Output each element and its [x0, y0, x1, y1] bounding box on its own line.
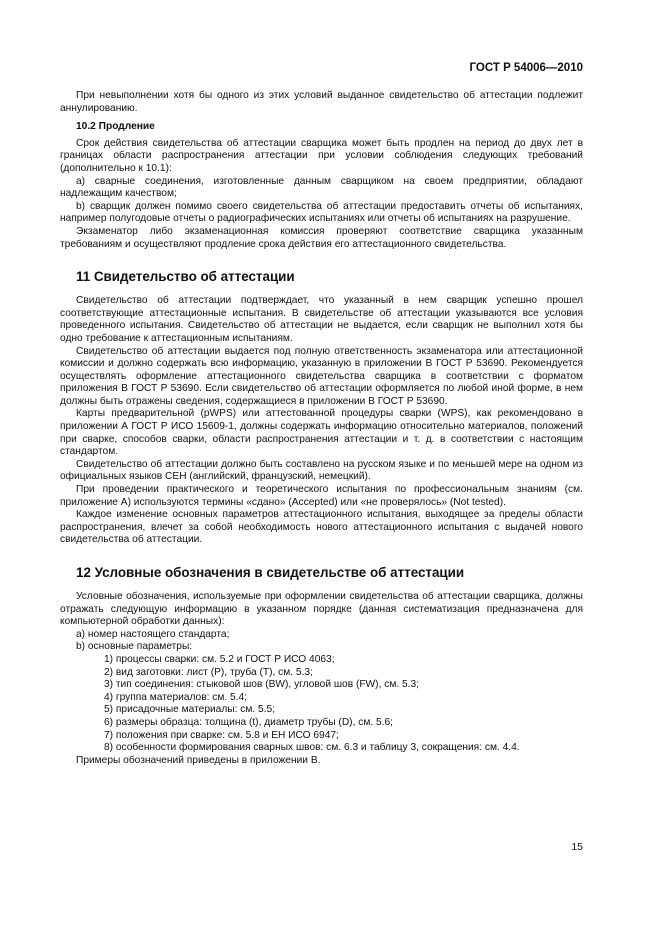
- paragraph: Срок действия свидетельства об аттестации сварщика может быть продлен на период до двух лет в границах области распространения аттестации при условии соблюдения следующих требований (дополнительно к 10.1):: [60, 137, 583, 174]
- list-item: 2) вид заготовки: лист (P), труба (T), см. 5.3;: [104, 666, 313, 678]
- subsection-10-2-title: 10.2 Продление: [76, 121, 155, 133]
- paragraph: При проведении практического и теоретического испытания по профессиональным знаниям (см. приложение А) используются термины «сдано» (Accepted) или «не проверялось» (Not tested).: [60, 484, 583, 508]
- list-item: 7) положения при сварке: см. 5.8 и ЕН ИСО 6947;: [104, 729, 339, 741]
- list-item: 8) особенности формирования сварных швов: см. 6.3 и таблицу 3, сокращения: см. 4.4.: [104, 742, 520, 754]
- list-item: a) номер настоящего стандарта;: [76, 628, 230, 640]
- list-item: a) сварные соединения, изготовленные данным сварщиком на своем предприятии, обладают надлежащим качеством;: [60, 175, 583, 200]
- page-content: [60, 90, 583, 767]
- list-item: 6) размеры образца: толщина (t), диаметр трубы (D), см. 5.6;: [104, 716, 393, 728]
- paragraph: Каждое изменение основных параметров аттестационного испытания, выходящее за пределы области распространения, влечет за собой необходимость нового аттестационного испытания с выдачей нового свидетельства об аттестации.: [60, 509, 583, 546]
- paragraph: Примеры обозначений приведены в приложении В.: [76, 754, 321, 766]
- list-item: b) сварщик должен помимо своего свидетельства об аттестации предоставить отчеты об испытаниях, например полугодовые отчеты о радиографических испытаниях или отчеты об испытаниях на разрушение.: [60, 200, 583, 225]
- list-item: 1) процессы сварки: см. 5.2 и ГОСТ Р ИСО 4063;: [104, 653, 335, 665]
- list-item: b) основные параметры:: [76, 641, 193, 653]
- list-item: 4) группа материалов: см. 5.4;: [104, 691, 248, 703]
- page-number: 15: [571, 841, 583, 853]
- paragraph: Свидетельство об аттестации должно быть составлено на русском языке и по меньшей мере на одном из официальных языков СЕН (английский, французский, немецкий).: [60, 458, 583, 483]
- section-12-title: 12 Условные обозначения в свидетельстве об аттестации: [76, 565, 465, 580]
- paragraph: Свидетельство об аттестации выдается под полную ответственность экзаменатора или аттестационной комиссии и должно содержать всю информацию, указанную в приложении В ГОСТ Р 53690. Рекомендуется осуществлять оформление аттестационного свидетельства сварщика в соответствии с форматом приложения В ГОСТ Р 53690. Если свидетельство об аттестации оформляется по любой иной форме, в нем должны быть отражены сведения, содержащиеся в приложении В ГОСТ Р 53690.: [60, 345, 583, 407]
- list-item: 3) тип соединения: стыковой шов (BW), угловой шов (FW), см. 5.3;: [104, 679, 419, 691]
- document-code: ГОСТ Р 54006—2010: [469, 62, 583, 74]
- list-item: 5) присадочные материалы: см. 5.5;: [104, 704, 276, 716]
- section-11-title: 11 Свидетельство об аттестации: [76, 269, 295, 285]
- paragraph: Условные обозначения, используемые при оформлении свидетельства об аттестации сварщика, должны отражать следующую информацию в указанном порядке (данная систематизация предназначена для компьютерной обработки данных):: [60, 591, 583, 628]
- intro-paragraph: При невыполнении хотя бы одного из этих условий выданное свидетельство об аттестации подлежит аннулированию.: [60, 90, 583, 114]
- paragraph: Карты предварительной (pWPS) или аттестованной процедуры сварки (WPS), как рекомендовано в приложении А ГОСТ Р ИСО 15609-1, должны содержать информацию относительно материалов, положений при сварке, способов сварки, области распространения аттестации и т. д. в соответствии с настоящим стандартом.: [60, 408, 583, 458]
- paragraph: Свидетельство об аттестации подтверждает, что указанный в нем сварщик успешно прошел соответствующие аттестационные испытания. В свидетельстве об аттестации указываются все условия проведенного испытания. Свидетельство об аттестации не выдается, если сварщик не выполнил хотя бы одно требование к аттестационным испытаниям.: [60, 295, 583, 344]
- paragraph: Экзаменатор либо экзаменационная комиссия проверяют соответствие сварщика указанным требованиям и осуществляют продление срока действия его аттестационного свидетельства.: [60, 225, 583, 250]
